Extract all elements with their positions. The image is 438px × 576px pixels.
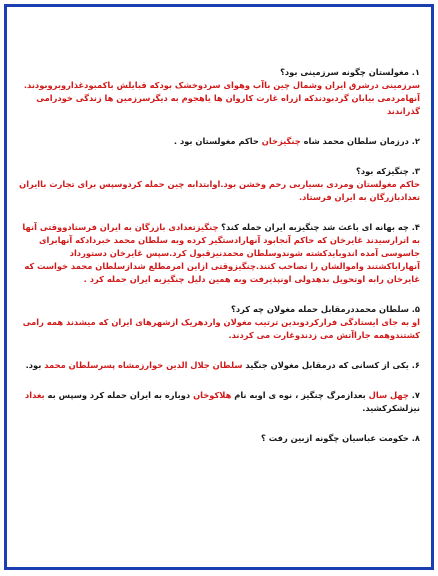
sentence-end: حاکم مغولستان بود .: [173, 136, 262, 146]
answer-text: چنگیزتعدادی بازرگان به ایران فرستادووقتی آنها به اترارسیدند غایرخان که حاکم آنجابود آنهارادستگیر کرده وبه سلطان محمد خبردادکه آنهابرای جاسوسی آمده اندوبایدکشته شوندوسلطان محمدنیزقبول کرد.سپس غایرخان دستورداد آنهاراباکشتند واموالشان را تصاحب کنند.چنگیزوقتی ازاین امرمطلع شدازسلطان محمد خواست که غایرخان رابه اوتحویل بدهدولی اونپذیرفت وبه همین دلیل چنگیزبه ایران حمله کرد .: [22, 222, 420, 284]
document-body: [14, 66, 420, 462]
question-2: [14, 135, 420, 148]
sentence-start: ۲. درزمان سلطان محمد شاه: [300, 136, 420, 146]
question-7: [14, 389, 420, 415]
answer-highlight: چنگیزخان: [261, 136, 301, 146]
question-6: [14, 359, 420, 372]
question-8: [14, 432, 420, 445]
fill-in-sentence: [14, 359, 420, 372]
sentence-end: نیزلشکرکشید.: [362, 403, 420, 413]
question-3: [14, 165, 420, 204]
fill-in-sentence: [14, 389, 420, 415]
answer-highlight: چهل سال: [368, 390, 409, 400]
answer-text: حاکم مغولستان ومردی بسیاربی رحم وخشن بود.اوابتدابه چین حمله کردوسپس برای تجارت باایران تعدادبازرگان به ایران فرستاد.: [19, 179, 420, 202]
question-5: [14, 303, 420, 342]
answer-highlight: هلاکوخان: [193, 390, 232, 400]
question-1: [14, 66, 420, 118]
question-4: [14, 221, 420, 286]
answer-highlight: سلطان جلال الدین خوارزمشاه پسرسلطان محمد: [44, 360, 243, 370]
question-answer-paragraph: [14, 221, 420, 286]
answer-text: او به جای ایستادگی فرارکردوبدین ترتیب مغولان واردهریک ازشهرهای ایران که میشدند همه رامی کشتندوهمه جاراآتش می زدندوغارت می کردند.: [22, 317, 420, 340]
question-text: ۳. چنگیزکه بود؟: [356, 166, 420, 176]
sentence-end: بود.: [25, 360, 45, 370]
question-text: ۸. حکومت عباسیان چگونه ازبین رفت ؟: [261, 433, 420, 443]
sentence-middle: دوباره به ایران حمله کرد وسپس به: [44, 390, 194, 400]
question-text: ۱. مغولستان چگونه سرزمینی بود؟: [280, 67, 420, 77]
sentence-middle: بعدازمرگ چنگیز ، نوه ی اوبه نام: [231, 390, 369, 400]
sentence-start: ۶. یکی از کسانی که درمقابل مغولان جنگید: [242, 360, 420, 370]
answer-highlight: بغداد: [24, 390, 45, 400]
question-text: ۵. سلطان محمددرمقابل حمله مغولان چه کرد؟: [231, 304, 420, 314]
fill-in-sentence: [14, 135, 420, 148]
sentence-start: ۷.: [408, 390, 420, 400]
answer-text: سرزمینی درشرق ایران وشمال چین باآب وهوای سردوخشک بودکه قبایلش باکمبودغذاروبروبودند. آنهامردمی بیابان گردبودندکه ازراه غارت کاروان ها یاهجوم به دیگرسرزمین ها زندگی خودرامی گذراندند: [23, 80, 420, 116]
question-text: ۴. چه بهانه ای باعث شد چنگیزبه ایران حمله کند؟: [221, 222, 420, 232]
